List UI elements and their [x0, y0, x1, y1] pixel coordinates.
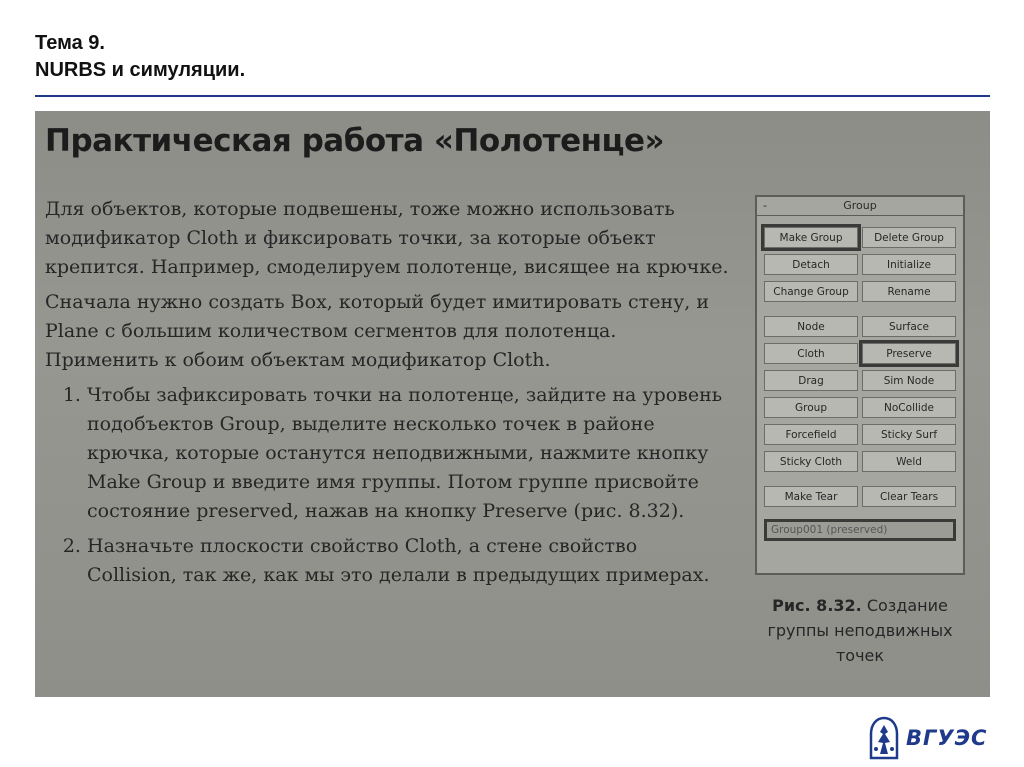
book-heading: Практическая работа «Полотенце»: [45, 123, 665, 159]
nocollide-button[interactable]: NoCollide: [862, 397, 956, 418]
drag-button[interactable]: Drag: [764, 370, 858, 391]
step-item: 1. Чтобы зафиксировать точки на полотенце, зайдите на уровень подобъектов Group, выделите несколько точек в районе крючка, которые останутся неподвижными, нажмите кнопку Make Group и введите имя группы. Потом группе присвойте состояние preserved, нажав на кнопку Preserve (рис. 8.32).: [87, 381, 729, 526]
slide-title-line1: Тема 9.: [35, 32, 105, 54]
group-panel-figure: [755, 195, 965, 575]
title-divider: [35, 95, 990, 97]
university-logo: [866, 716, 990, 760]
steps-list: [45, 381, 729, 590]
make-group-button[interactable]: Make Group: [764, 227, 858, 248]
rename-button[interactable]: Rename: [862, 281, 956, 302]
slide-title-line2: NURBS и симуляции.: [35, 59, 246, 81]
panel-title: Group: [843, 199, 877, 212]
slide-title: [35, 30, 245, 84]
book-paragraph: Для объектов, которые подвешены, тоже можно использовать модификатор Cloth и фиксировать точки, за которые объект крепится. Например, смоделируем полотенце, висящее на крючке.: [45, 198, 729, 278]
forcefield-button[interactable]: Forcefield: [764, 424, 858, 445]
figure-caption: [747, 593, 973, 668]
logo-text: ВГУЭС: [906, 726, 988, 750]
panel-header: [757, 197, 963, 216]
figure-caption-text: Создание группы неподвижных точек: [767, 596, 953, 665]
group-list-field[interactable]: Group001 (preserved): [764, 519, 956, 541]
emblem-icon: [866, 716, 902, 760]
group-button[interactable]: Group: [764, 397, 858, 418]
sticky-surf-button[interactable]: Sticky Surf: [862, 424, 956, 445]
book-body-text: [45, 195, 729, 596]
weld-button[interactable]: Weld: [862, 451, 956, 472]
detach-button[interactable]: Detach: [764, 254, 858, 275]
sim-node-button[interactable]: Sim Node: [862, 370, 956, 391]
step-item: 2. Назначьте плоскости свойство Cloth, а стене свойство Collision, так же, как мы это делали в предыдущих примерах.: [87, 532, 729, 590]
collapse-icon: -: [763, 199, 767, 212]
change-group-button[interactable]: Change Group: [764, 281, 858, 302]
clear-tears-button[interactable]: Clear Tears: [862, 486, 956, 507]
preserve-button[interactable]: Preserve: [862, 343, 956, 364]
group-buttons: [764, 227, 956, 507]
book-paragraph: Сначала нужно создать Box, который будет имитировать стену, и Plane с большим количеством сегментов для полотенца. Применить к обоим объектам модификатор Cloth.: [45, 291, 710, 371]
node-button[interactable]: Node: [764, 316, 858, 337]
delete-group-button[interactable]: Delete Group: [862, 227, 956, 248]
make-tear-button[interactable]: Make Tear: [764, 486, 858, 507]
surface-button[interactable]: Surface: [862, 316, 956, 337]
cloth-button[interactable]: Cloth: [764, 343, 858, 364]
figure-caption-label: Рис. 8.32.: [772, 596, 862, 615]
book-page-photo: [35, 111, 990, 697]
sticky-cloth-button[interactable]: Sticky Cloth: [764, 451, 858, 472]
initialize-button[interactable]: Initialize: [862, 254, 956, 275]
